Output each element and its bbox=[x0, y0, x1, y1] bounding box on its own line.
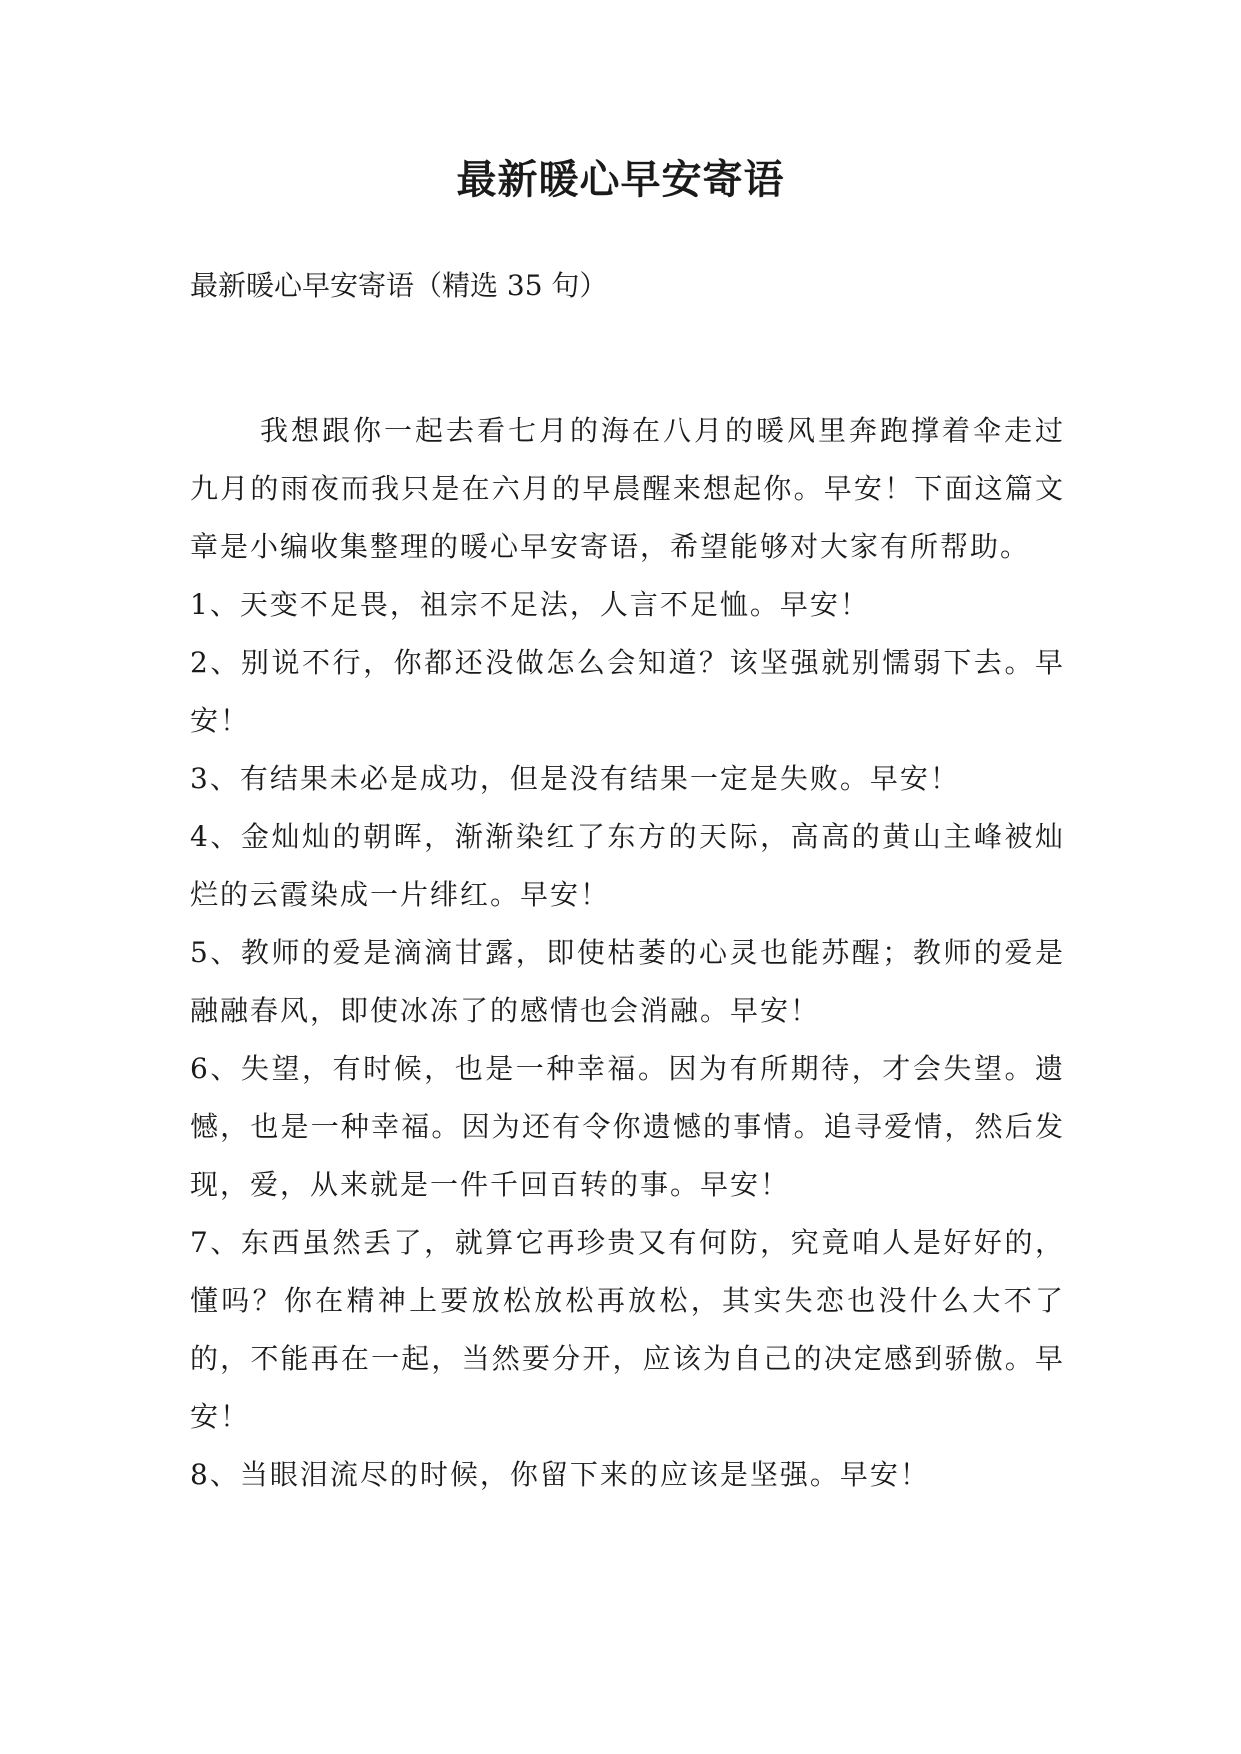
list-item: 4、金灿灿的朝晖，渐渐染红了东方的天际，高高的黄山主峰被灿烂的云霞染成一片绯红。早安！ bbox=[190, 820, 1065, 911]
document-subtitle: 最新暖心早安寄语（精选 35 句） bbox=[190, 269, 608, 302]
list-item: 8、当眼泪流尽的时候，你留下来的应该是坚强。早安！ bbox=[190, 1458, 930, 1491]
list-item: 2、别说不行，你都还没做怎么会知道？该坚强就别懦弱下去。早安！ bbox=[190, 646, 1065, 737]
list-item: 5、教师的爱是滴滴甘露，即使枯萎的心灵也能苏醒；教师的爱是融融春风，即使冰冻了的感情也会消融。早安！ bbox=[190, 936, 1065, 1027]
list-item: 3、有结果未必是成功，但是没有结果一定是失败。早安！ bbox=[190, 762, 960, 795]
intro-paragraph: 我想跟你一起去看七月的海在八月的暖风里奔跑撑着伞走过九月的雨夜而我只是在六月的早晨醒来想起你。早安！下面这篇文章是小编收集整理的暖心早安寄语，希望能够对大家有所帮助。 bbox=[190, 414, 1065, 563]
document-title: 最新暖心早安寄语 bbox=[456, 156, 785, 203]
list-item: 7、东西虽然丢了，就算它再珍贵又有何防，究竟咱人是好好的，懂吗？你在精神上要放松放松再放松，其实失恋也没什么大不了的，不能再在一起，当然要分开，应该为自己的决定感到骄傲。早安！ bbox=[190, 1226, 1065, 1433]
list-item: 6、失望，有时候，也是一种幸福。因为有所期待，才会失望。遗憾，也是一种幸福。因为还有令你遗憾的事情。追寻爱情，然后发现，爱，从来就是一件千回百转的事。早安！ bbox=[190, 1052, 1065, 1201]
list-item: 1、天变不足畏，祖宗不足法，人言不足恤。早安！ bbox=[190, 588, 870, 621]
document-body bbox=[190, 402, 1065, 1504]
